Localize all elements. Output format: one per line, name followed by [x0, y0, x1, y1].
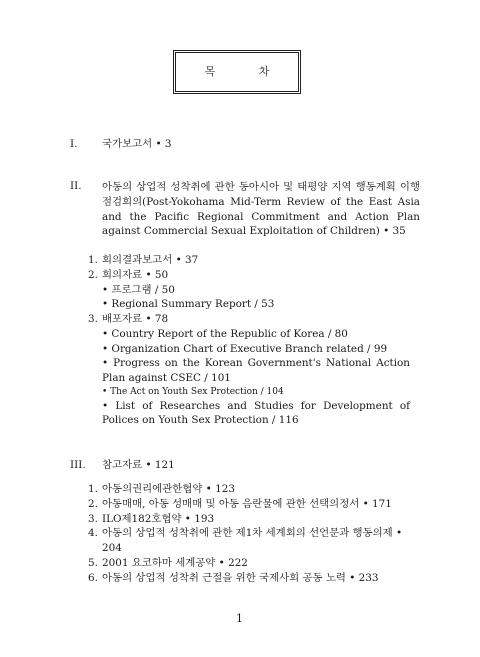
list-item: 2. 아동매매, 아동 성매매 및 아동 음란물에 관한 선택의정서 • 171: [88, 497, 392, 510]
sub-item: • Country Report of the Republic of Korea / 80: [102, 327, 348, 340]
list-item: 1. 아동의권리에관한협약 • 123: [88, 483, 235, 495]
toc-section-2: [70, 180, 420, 239]
sub-item: • List of Researches and Studies for Development of Polices on Youth Sex Protection / 116: [102, 399, 410, 427]
list-item: 1. 회의결과보고서 • 37: [88, 254, 199, 266]
page-number: 1: [236, 612, 243, 625]
list-item: 5. 2001 요코하마 세계공약 • 222: [88, 556, 248, 569]
list-item: 2. 회의자료 • 50: [88, 268, 169, 281]
sub-item: • The Act on Youth Sex Protection / 104: [102, 386, 284, 397]
list-item: 4. 아동의 상업적 성착취에 관한 제1차 세계회의 선언문과 행동의제 • 204: [88, 527, 403, 555]
sub-item: • Regional Summary Report / 53: [102, 298, 275, 311]
section-title: 아동의 상업적 성착취에 관한 동아시아 및 태평양 지역 행동계획 이행 점검회의(Post-Yokohama Mid-Term Review of the East Asia and the Pacific Regional Commitment and Action Plan against Commercial Sexual Exploitation of Children) • 35: [102, 181, 420, 238]
section-3-list: [88, 482, 410, 585]
sub-item: • Organization Chart of Executive Branch related / 99: [102, 342, 388, 355]
section-title: 참고자료 • 121: [102, 459, 175, 471]
list-item: 3. ILO제182호협약 • 193: [88, 512, 215, 525]
list-item: 6. 아동의 상업적 성착취 근절을 위한 국제사회 공동 노력 • 233: [88, 571, 379, 584]
section-2-list: [88, 253, 410, 428]
toc-title: 목 차: [173, 50, 301, 94]
section-numeral: II.: [70, 180, 82, 192]
sub-item: • 프로그램 / 50: [102, 283, 175, 296]
section-numeral: I.: [70, 138, 78, 150]
toc-section-3: [70, 459, 420, 472]
section-title: 국가보고서 • 3: [102, 138, 172, 150]
toc-section-1: [70, 138, 420, 151]
list-item: 3. 배포자료 • 78: [88, 313, 169, 326]
section-numeral: III.: [70, 459, 86, 471]
sub-item: • Progress on the Korean Government's National Action Plan against CSEC / 101: [102, 357, 410, 385]
